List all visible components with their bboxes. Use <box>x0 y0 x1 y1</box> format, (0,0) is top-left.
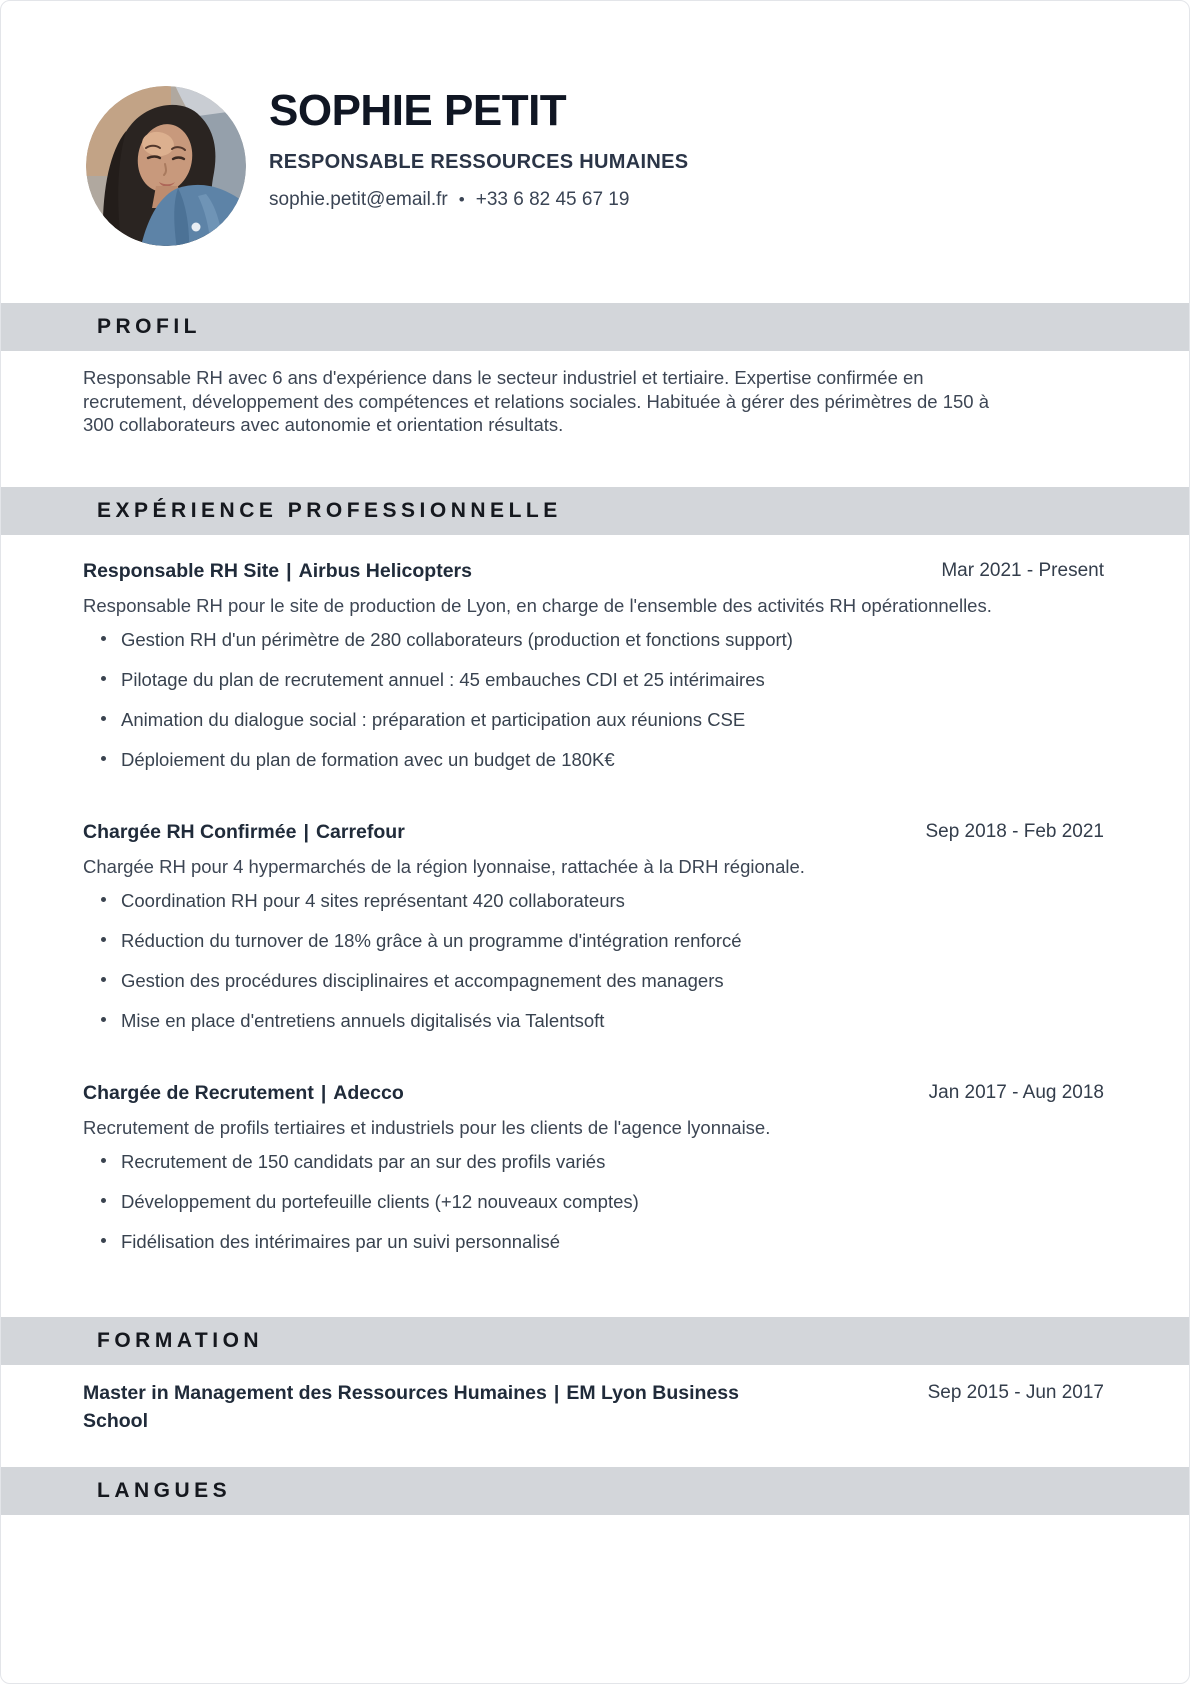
resume-header <box>1 1 1189 246</box>
profile-photo-illustration <box>86 86 246 246</box>
job-bullet-item: Mise en place d'entretiens annuels digitalisés via Talentsoft <box>83 1008 1104 1034</box>
contact-email: sophie.petit@email.fr <box>269 189 448 211</box>
profil-section <box>1 351 1189 437</box>
contact-line <box>269 189 688 211</box>
job-role: Chargée RH Confirmée <box>83 820 297 843</box>
section-header-experience <box>1 487 1189 535</box>
job-role: Responsable RH Site <box>83 559 280 582</box>
experience-entries <box>1 535 1189 1255</box>
section-header-langues <box>1 1467 1189 1515</box>
section-label-experience: EXPÉRIENCE PROFESSIONNELLE <box>97 498 562 522</box>
job-summary: Recrutement de profils tertiaires et industriels pour les clients de l'agence lyonnaise. <box>83 1116 771 1138</box>
contact-separator-dot: • <box>458 190 465 210</box>
job-bullet-item: Gestion des procédures disciplinaires et accompagnement des managers <box>83 968 1104 994</box>
section-header-formation <box>1 1317 1189 1365</box>
job-company: Airbus Helicopters <box>298 559 472 582</box>
job-bullet-item: Réduction du turnover de 18% grâce à un programme d'intégration renforcé <box>83 928 1104 954</box>
section-label-langues: LANGUES <box>97 1478 232 1502</box>
job-dates: Sep 2018 - Feb 2021 <box>925 820 1104 842</box>
job-bullet-item: Gestion RH d'un périmètre de 280 collaborateurs (production et fonctions support) <box>83 627 1104 653</box>
job-entry <box>83 557 1104 773</box>
job-title-separator: | <box>286 559 292 582</box>
section-header-profil <box>1 303 1189 351</box>
job-summary: Chargée RH pour 4 hypermarchés de la région lyonnaise, rattachée à la DRH régionale. <box>83 855 805 877</box>
formation-section <box>1 1365 1189 1435</box>
education-title <box>83 1379 743 1435</box>
candidate-name: SOPHIE PETIT <box>269 86 567 135</box>
education-degree: Master in Management des Ressources Humaines <box>83 1381 547 1404</box>
education-entry <box>83 1379 1104 1435</box>
section-label-formation: FORMATION <box>97 1328 264 1352</box>
job-bullet-item: Animation du dialogue social : préparation et participation aux réunions CSE <box>83 707 1104 733</box>
job-bullets <box>83 1149 1104 1255</box>
job-title-separator: | <box>320 1081 327 1104</box>
contact-phone: +33 6 82 45 67 19 <box>475 189 630 211</box>
education-dates: Sep 2015 - Jun 2017 <box>927 1381 1104 1403</box>
job-header <box>83 1079 1104 1107</box>
job-header <box>83 557 1104 585</box>
job-title-separator: | <box>303 820 309 843</box>
job-header <box>83 818 1104 846</box>
job-dates: Jan 2017 - Aug 2018 <box>928 1081 1104 1103</box>
education-title-separator: | <box>553 1381 560 1404</box>
education-school: EM Lyon Business School <box>83 1381 739 1432</box>
profile-photo <box>86 86 246 246</box>
job-title <box>83 818 405 846</box>
job-company: Carrefour <box>315 820 405 843</box>
job-bullets <box>83 888 1104 1034</box>
job-role: Chargée de Recrutement <box>83 1081 314 1104</box>
job-title <box>83 1079 404 1107</box>
job-summary: Responsable RH pour le site de production de Lyon, en charge de l'ensemble des activités RH opérationnelles. <box>83 594 992 616</box>
header-text <box>269 86 688 211</box>
section-label-profil: PROFIL <box>97 315 201 338</box>
job-bullet-item: Recrutement de 150 candidats par an sur des profils variés <box>83 1149 1104 1175</box>
job-bullet-item: Pilotage du plan de recrutement annuel : 45 embauches CDI et 25 intérimaires <box>83 667 1104 693</box>
job-bullet-item: Fidélisation des intérimaires par un suivi personnalisé <box>83 1229 1104 1255</box>
job-bullet-item: Coordination RH pour 4 sites représentant 420 collaborateurs <box>83 888 1104 914</box>
job-bullets <box>83 627 1104 773</box>
job-bullet-item: Déploiement du plan de formation avec un budget de 180K€ <box>83 747 1104 773</box>
job-company: Adecco <box>333 1081 404 1104</box>
profil-text: Responsable RH avec 6 ans d'expérience dans le secteur industriel et tertiaire. Expertise confirmée en recrutement, développement des compétences et relations sociales. Habituée à gérer des périmètres de 150 à 300 collaborateurs avec autonomie et orientation résultats. <box>83 367 989 435</box>
job-entry <box>83 818 1104 1034</box>
job-title <box>83 557 472 585</box>
job-dates: Mar 2021 - Present <box>941 559 1104 581</box>
candidate-headline: RESPONSABLE RESSOURCES HUMAINES <box>269 151 689 174</box>
job-entry <box>83 1079 1104 1255</box>
job-bullet-item: Développement du portefeuille clients (+12 nouveaux comptes) <box>83 1189 1104 1215</box>
